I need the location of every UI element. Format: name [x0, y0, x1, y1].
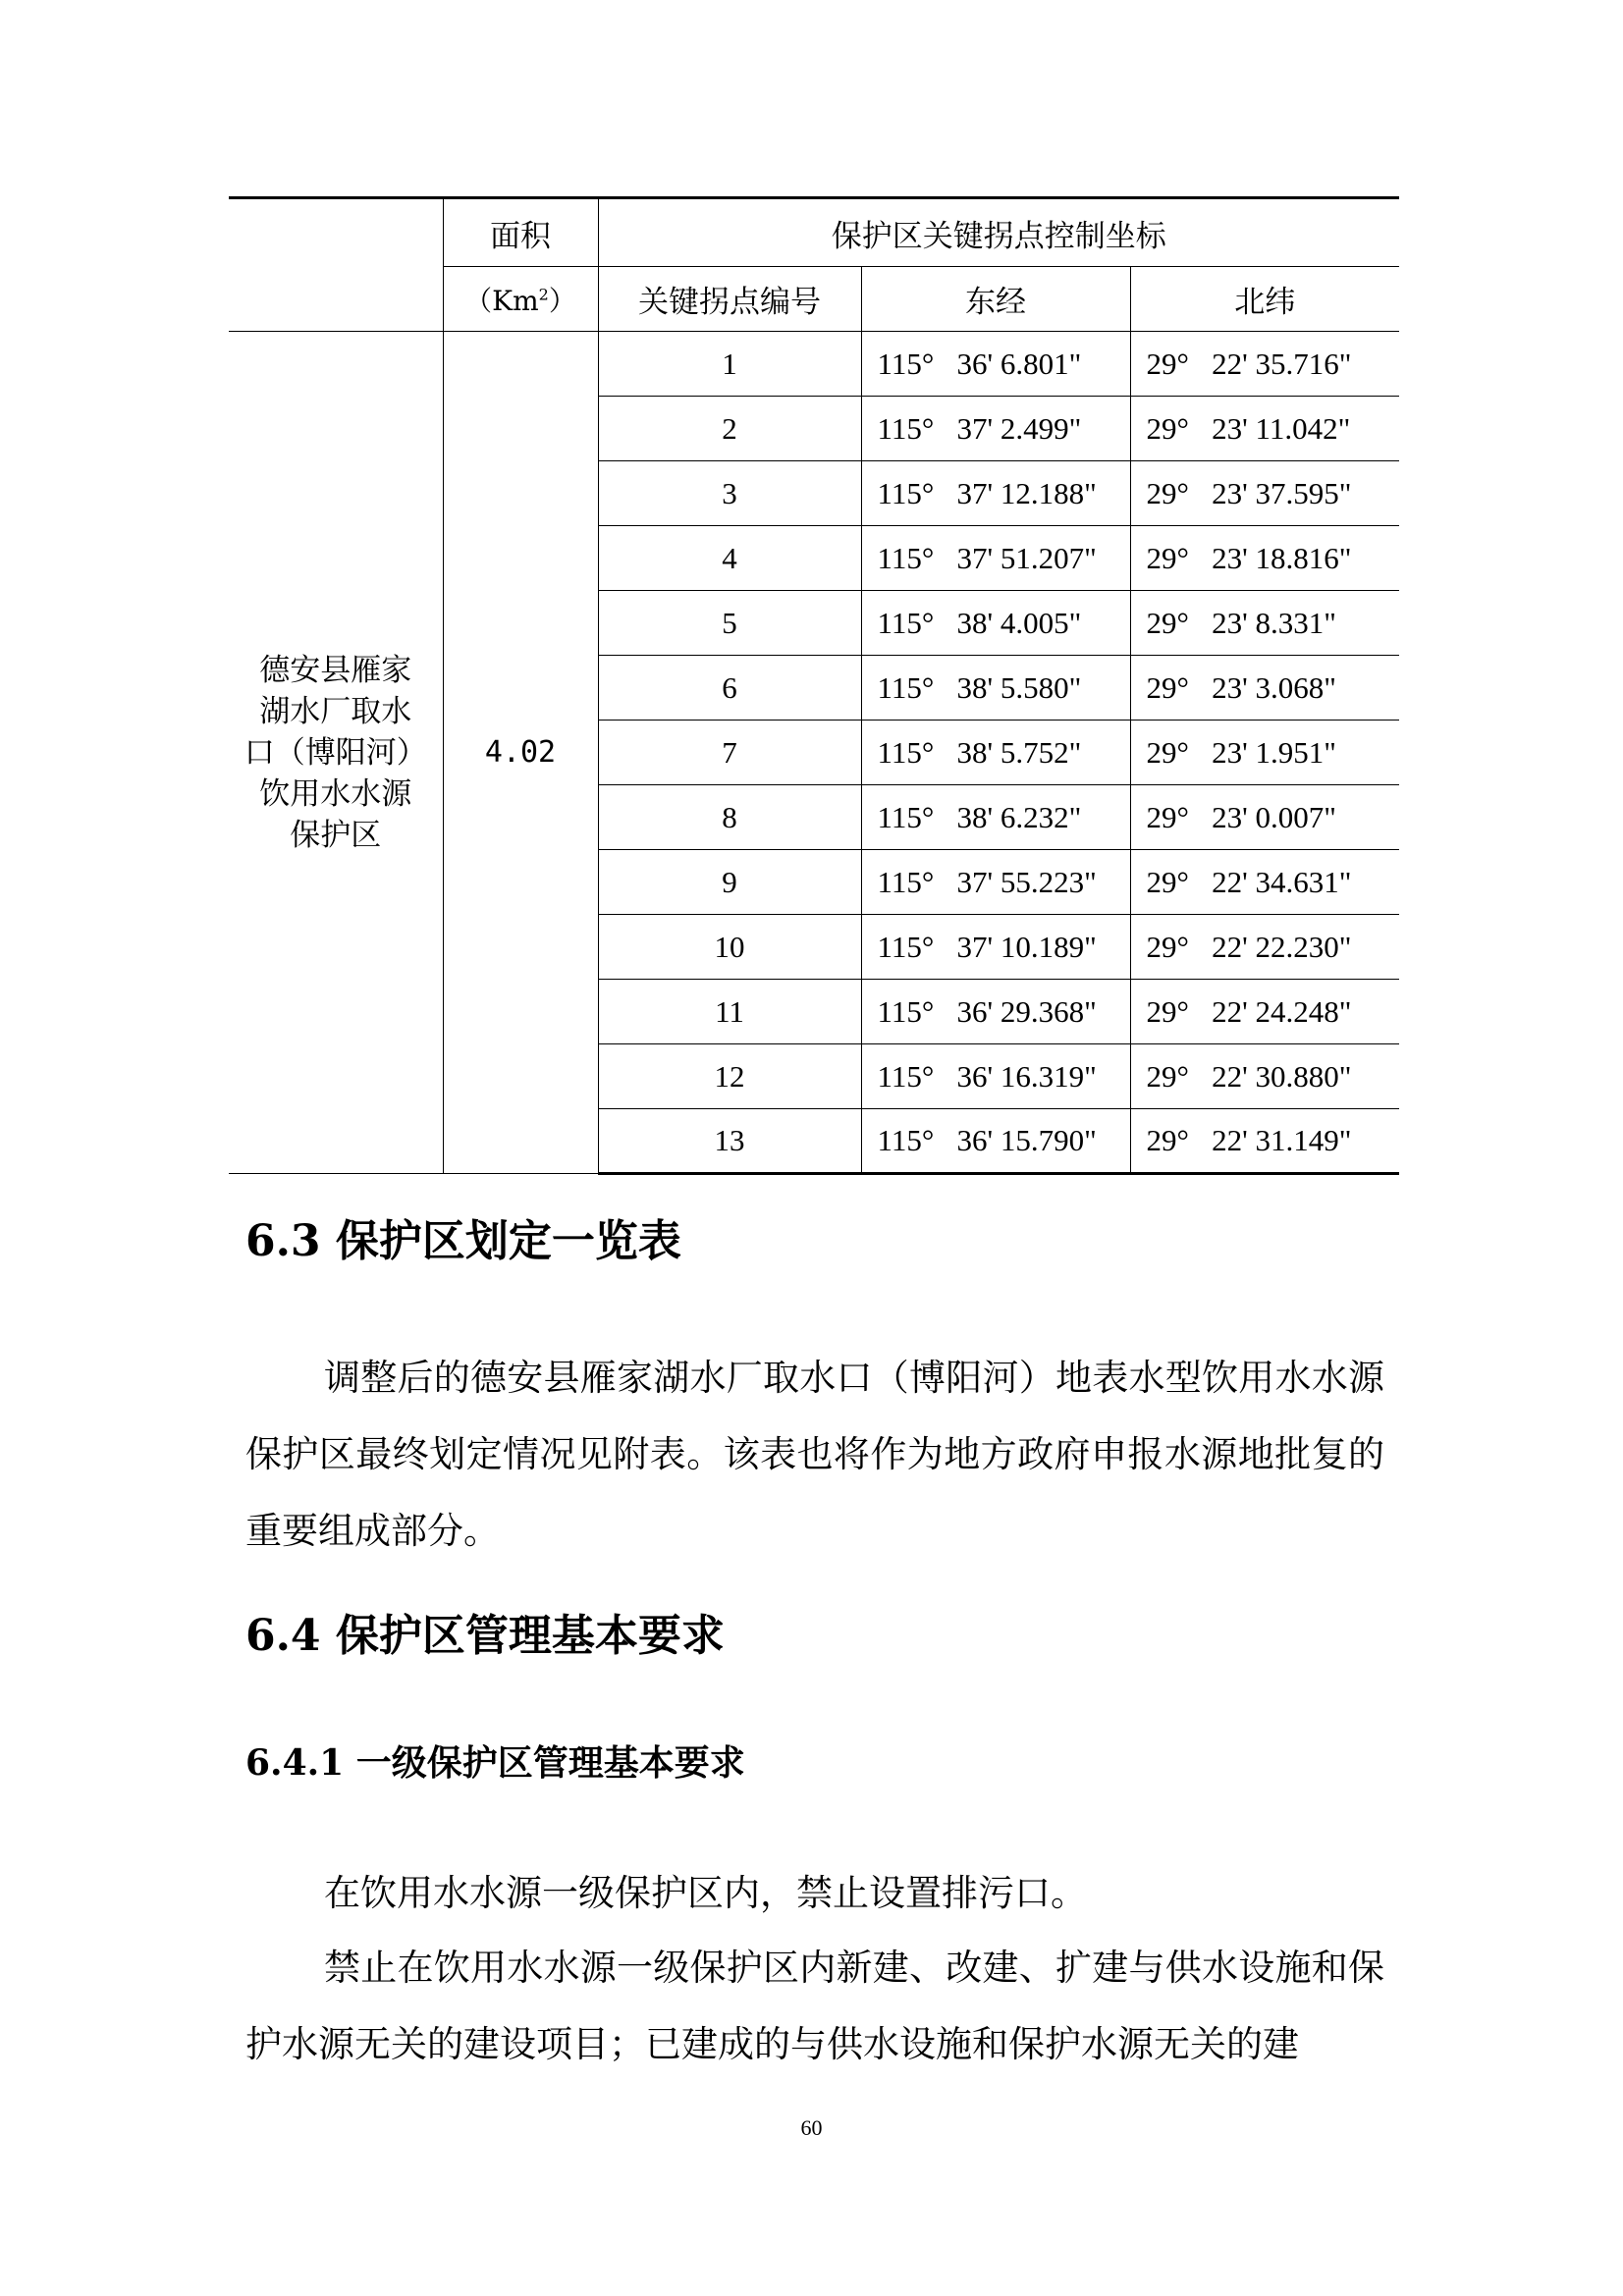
east-longitude-cell: 115° 38' 6.232" [861, 785, 1130, 850]
north-latitude-cell: 29° 22' 24.248" [1130, 980, 1399, 1044]
section-6-4-1-paragraph-2: 禁止在饮用水水源一级保护区内新建、改建、扩建与供水设施和保护水源无关的建设项目；已建成的与供水设施和保护水源无关的建 [245, 1947, 1384, 2065]
point-number-cell: 6 [598, 656, 861, 721]
zone-name-line: 口（博阳河） [243, 734, 427, 771]
section-6-4-1-paragraph-1: 在饮用水水源一级保护区内，禁止设置排污口。 [324, 1872, 1087, 1914]
point-number-cell: 10 [598, 915, 861, 980]
east-longitude-cell: 115° 37' 2.499" [861, 397, 1130, 461]
point-number-cell: 13 [598, 1109, 861, 1174]
area-unit-superscript: 2 [538, 285, 549, 304]
table-row [229, 332, 1399, 397]
east-longitude-cell: 115° 36' 16.319" [861, 1044, 1130, 1109]
point-number-cell: 3 [598, 461, 861, 526]
east-longitude-cell: 115° 38' 5.580" [861, 656, 1130, 721]
point-number-cell: 8 [598, 785, 861, 850]
north-latitude-cell: 29° 22' 35.716" [1130, 332, 1399, 397]
point-number-cell: 5 [598, 591, 861, 656]
east-longitude-cell: 115° 37' 12.188" [861, 461, 1130, 526]
zone-name-line: 德安县雁家 [259, 652, 412, 688]
page-number: 60 [800, 2115, 823, 2140]
north-latitude-header: 北纬 [1130, 267, 1399, 332]
north-latitude-cell: 29° 22' 30.880" [1130, 1044, 1399, 1109]
east-longitude-cell: 115° 37' 10.189" [861, 915, 1130, 980]
area-header: 面积 [443, 198, 598, 267]
point-number-cell: 1 [598, 332, 861, 397]
point-number-cell: 4 [598, 526, 861, 591]
north-latitude-cell: 29° 23' 8.331" [1130, 591, 1399, 656]
north-latitude-cell: 29° 23' 1.951" [1130, 721, 1399, 785]
point-number-cell: 11 [598, 980, 861, 1044]
section-6-4-heading: 6.4 保护区管理基本要求 [245, 1611, 725, 1661]
point-number-cell: 7 [598, 721, 861, 785]
zone-name-line: 饮用水水源 [259, 775, 412, 812]
east-longitude-cell: 115° 38' 5.752" [861, 721, 1130, 785]
point-number-cell: 9 [598, 850, 861, 915]
north-latitude-cell: 29° 22' 22.230" [1130, 915, 1399, 980]
east-longitude-cell: 115° 37' 51.207" [861, 526, 1130, 591]
zone-name-line: 保护区 [290, 817, 382, 853]
area-unit-header [443, 267, 598, 332]
north-latitude-cell: 29° 22' 31.149" [1130, 1109, 1399, 1174]
east-longitude-cell: 115° 36' 15.790" [861, 1109, 1130, 1174]
east-longitude-header: 东经 [861, 267, 1130, 332]
north-latitude-cell: 29° 23' 3.068" [1130, 656, 1399, 721]
east-longitude-cell: 115° 36' 6.801" [861, 332, 1130, 397]
point-number-header: 关键拐点编号 [598, 267, 861, 332]
section-6-4-1-heading: 6.4.1 一级保护区管理基本要求 [245, 1742, 745, 1784]
zone-name-cell [229, 332, 443, 1174]
north-latitude-cell: 29° 23' 11.042" [1130, 397, 1399, 461]
area-value-cell: 4.02 [443, 332, 598, 1174]
north-latitude-cell: 29° 23' 37.595" [1130, 461, 1399, 526]
east-longitude-cell: 115° 38' 4.005" [861, 591, 1130, 656]
north-latitude-cell: 29° 23' 0.007" [1130, 785, 1399, 850]
coords-header: 保护区关键拐点控制坐标 [598, 198, 1399, 267]
point-number-cell: 2 [598, 397, 861, 461]
area-unit-prefix: （Km [464, 284, 539, 317]
zone-name-line: 湖水厂取水 [259, 693, 412, 729]
section-6-3-paragraph: 调整后的德安县雁家湖水厂取水口（博阳河）地表水型饮用水水源保护区最终划定情况见附表。该表也将作为地方政府申报水源地批复的重要组成部分。 [245, 1357, 1384, 1552]
north-latitude-cell: 29° 23' 18.816" [1130, 526, 1399, 591]
section-6-3-heading: 6.3 保护区划定一览表 [245, 1216, 681, 1266]
north-latitude-cell: 29° 22' 34.631" [1130, 850, 1399, 915]
area-unit-suffix: ） [548, 284, 576, 317]
point-number-cell: 12 [598, 1044, 861, 1109]
table-header-row [229, 198, 1399, 267]
east-longitude-cell: 115° 36' 29.368" [861, 980, 1130, 1044]
coordinate-table [229, 196, 1399, 1175]
east-longitude-cell: 115° 37' 55.223" [861, 850, 1130, 915]
header-blank-cell [229, 198, 443, 332]
